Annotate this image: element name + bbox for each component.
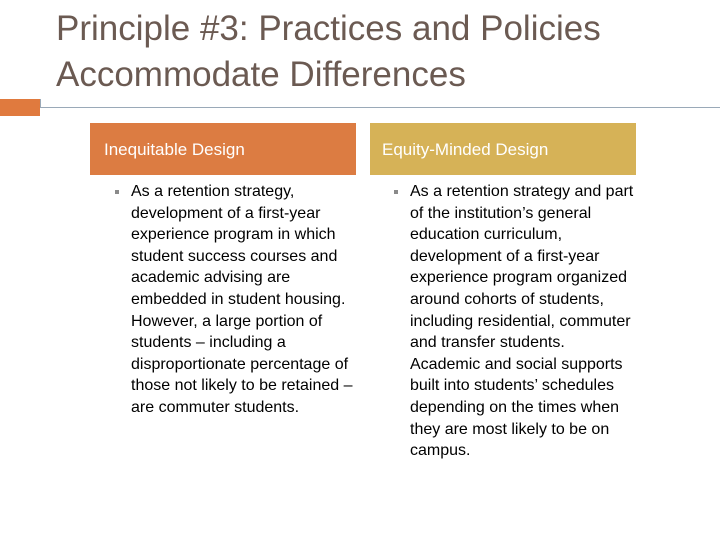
title-rule-tick	[40, 99, 41, 107]
left-bullet-marker	[115, 190, 119, 194]
title-accent-bar	[0, 99, 40, 116]
equity-minded-design-bullet: As a retention strategy and part of the institution’s general education curriculum, development of a first-year experience program organized around cohorts of students, including residential, commuter and transfer students. Academic and social supports built into students’ schedules depending on the times when they are most likely to be on campus.	[410, 183, 634, 460]
title-rule-line	[40, 107, 720, 108]
slide-title: Principle #3: Practices and Policies Accommodate Differences	[56, 9, 601, 94]
inequitable-design-header: Inequitable Design	[90, 123, 356, 175]
equity-minded-design-header: Equity-Minded Design	[370, 123, 636, 175]
right-bullet-marker	[394, 190, 398, 194]
inequitable-design-bullet: As a retention strategy, development of a first-year experience program in which student success courses and academic advising are embedded in student housing. However, a large portion of students – including a disproportionate percentage of those not likely to be retained – are commuter students.	[131, 183, 353, 416]
